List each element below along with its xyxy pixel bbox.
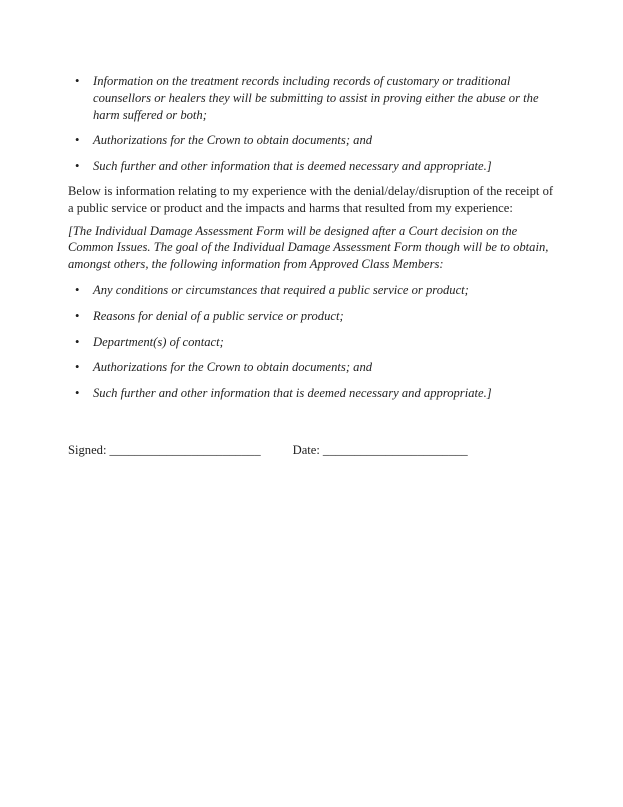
bullet-text: Authorizations for the Crown to obtain documents; and [93,360,373,375]
list-item [68,359,555,376]
list-item [68,282,555,299]
list-item [68,158,555,175]
bullet-icon: • [75,360,80,375]
bullet-icon: • [75,386,80,401]
list-item [68,308,555,325]
bullet-text: Authorizations for the Crown to obtain documents; and [93,133,373,148]
intro-paragraph: Below is information relating to my experience with the denial/delay/disruption of the receipt of a public service or product and the impacts and harms that resulted from my experience: [68,183,554,215]
bullet-icon: • [75,308,80,323]
bullet-icon: • [75,282,80,297]
bullet-text: Any conditions or circumstances that required a public service or product; [93,282,469,297]
list-item [68,132,555,149]
signature-row [68,442,555,459]
list-item [68,73,555,123]
bullet-text: Information on the treatment records including records of customary or traditional counsellors or healers they will be submitting to assist in proving either the abuse or the harm suffered or both; [93,74,539,122]
bullet-icon: • [75,133,80,148]
form-description-paragraph: [The Individual Damage Assessment Form will be designed after a Court decision on the Common Issues. The goal of the Individual Damage Assessment Form though will be to obtain, amongst others, the following information from Approved Class Members: [68,223,549,272]
bullet-text: Such further and other information that is deemed necessary and appropriate.] [93,386,492,401]
bullet-text: Such further and other information that is deemed necessary and appropriate.] [93,159,492,174]
bullet-text: Reasons for denial of a public service or product; [93,308,344,323]
signed-line: ________________________ [109,442,261,457]
date-label: Date: [292,442,320,457]
bullet-text: Department(s) of contact; [93,334,224,349]
list-item [68,334,555,351]
form-bullet-list [68,282,555,402]
bullet-icon: • [75,334,80,349]
bullet-icon: • [75,74,80,88]
list-item [68,385,555,402]
bullet-icon: • [75,159,80,174]
intro-bullet-list [68,73,555,175]
signed-label: Signed: [68,442,107,457]
date-line: _______________________ [322,442,468,457]
date-field [293,443,468,457]
signed-field [68,443,261,457]
